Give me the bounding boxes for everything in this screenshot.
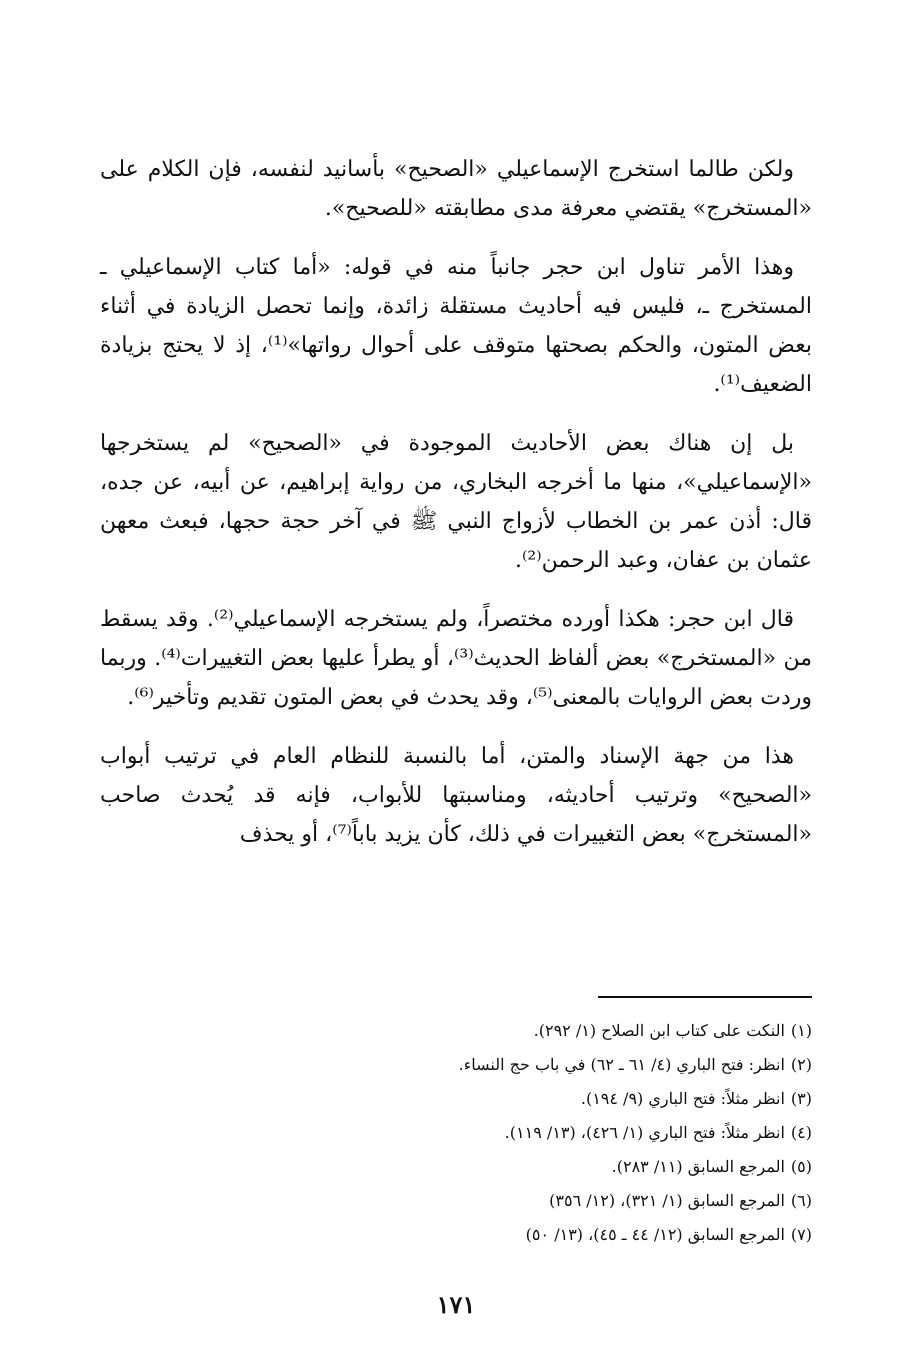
footnote-4 [100, 1116, 812, 1150]
footnote-text: المرجع السابق (١١/ ٢٨٣). [611, 1157, 785, 1176]
paragraph-3: بل إن هناك بعض الأحاديث الموجودة في «الصحيح» لم يستخرجها «الإسماعيلي»، منها ما أخرجه البخاري، من رواية إبراهيم، عن أبيه، عن جده، قال: أذن عمر بن الخطاب لأزواج النبي ﷺ في آخر حجة حجها، فبعث معهن عثمان بن عفان، وعبد الرحمن⁽²⁾. [100, 431, 812, 573]
footnote-text: المرجع السابق (١/ ٣٢١)، (١٢/ ٣٥٦) [549, 1191, 785, 1210]
footnote-1 [100, 1014, 812, 1048]
footnote-7 [100, 1218, 812, 1252]
page-number: ١٧١ [436, 1290, 476, 1319]
paragraph-2: وهذا الأمر تناول ابن حجر جانباً منه في قوله: «أما كتاب الإسماعيلي ـ المستخرج ـ، فليس فيه أحاديث مستقلة زائدة، وإنما تحصل الزيادة في أثناء بعض المتون، والحكم بصحتها متوقف على أحوال رواتها»⁽¹⁾، إذ لا يحتج بزيادة الضعيف⁽¹⁾. [100, 255, 812, 397]
footnote-number: (٧) [790, 1225, 812, 1244]
footnote-number: (٢) [790, 1055, 812, 1074]
footnote-divider [598, 996, 812, 998]
footnote-text: انظر مثلاً: فتح الباري (١/ ٤٢٦)، (١٣/ ١١٩). [504, 1123, 785, 1142]
paragraph-5: هذا من جهة الإسناد والمتن، أما بالنسبة للنظام العام في ترتيب أبواب «الصحيح» وترتيب أحاديثه، ومناسبتها للأبواب، فإنه قد يُحدث صاحب «المستخرج» بعض التغييرات في ذلك، كأن يزيد باباً⁽⁷⁾، أو يحذف [100, 744, 812, 847]
footnote-6 [100, 1184, 812, 1218]
paragraph-4: قال ابن حجر: هكذا أورده مختصراً، ولم يستخرجه الإسماعيلي⁽²⁾. وقد يسقط من «المستخرج» بعض ألفاظ الحديث⁽³⁾، أو يطرأ عليها بعض التغييرات⁽⁴⁾. وربما وردت بعض الروايات بالمعنى⁽⁵⁾، وقد يحدث في بعض المتون تقديم وتأخير⁽⁶⁾. [100, 607, 812, 710]
book-page [100, 150, 812, 1330]
footnote-3 [100, 1082, 812, 1116]
paragraph-1: ولكن طالما استخرج الإسماعيلي «الصحيح» بأسانيد لنفسه، فإن الكلام على «المستخرج» يقتضي معرفة مدى مطابقته «للصحيح». [100, 157, 812, 221]
footnote-text: النكت على كتاب ابن الصلاح (١/ ٢٩٢). [533, 1021, 785, 1040]
footnote-5 [100, 1150, 812, 1184]
footnote-number: (٤) [790, 1123, 812, 1142]
footnote-2 [100, 1048, 812, 1082]
footnote-number: (١) [790, 1021, 812, 1040]
footnotes-list [100, 1014, 812, 1252]
footnote-text: انظر: فتح الباري (٤/ ٦١ ـ ٦٢) في باب حج النساء. [458, 1055, 785, 1074]
footnote-text: انظر مثلاً: فتح الباري (٩/ ١٩٤). [580, 1089, 785, 1108]
footnote-text: المرجع السابق (١٢/ ٤٤ ـ ٤٥)، (١٣/ ٥٠) [525, 1225, 785, 1244]
footnote-number: (٥) [790, 1157, 812, 1176]
footnote-number: (٦) [790, 1191, 812, 1210]
footnote-number: (٣) [790, 1089, 812, 1108]
main-text [100, 150, 812, 854]
